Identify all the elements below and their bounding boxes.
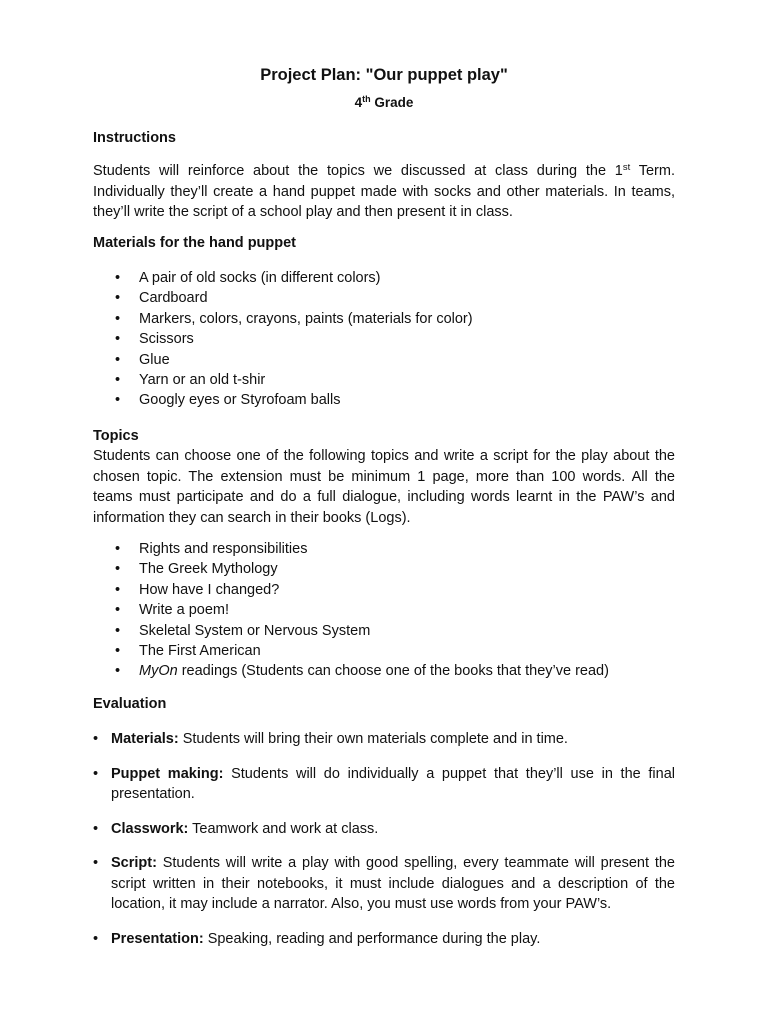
list-item-text: How have I changed? xyxy=(139,581,280,598)
topics-heading: Topics xyxy=(93,428,139,444)
list-item-text: readings (Students can choose one of the books that they’ve read) xyxy=(177,663,609,680)
list-item-text: Markers, colors, crayons, paints (materials for color) xyxy=(139,310,473,327)
document-title: Project Plan: "Our puppet play" xyxy=(260,66,508,84)
evaluation-text: Students will do individually a puppet that they’ll use in the final presentation. xyxy=(111,765,675,802)
bullet-icon: • xyxy=(115,622,121,639)
bullet-icon: • xyxy=(93,731,99,747)
bullet-icon: • xyxy=(115,372,121,389)
bullet-icon: • xyxy=(115,270,121,286)
list-item-text: Scissors xyxy=(139,331,194,348)
list-item xyxy=(93,853,675,915)
evaluation-text: Students will bring their own materials complete and in time. xyxy=(178,731,568,747)
list-item xyxy=(93,621,675,641)
list-item xyxy=(93,288,675,308)
bullet-icon: • xyxy=(115,310,121,327)
list-item xyxy=(93,729,675,750)
topics-list xyxy=(93,539,675,682)
list-item xyxy=(93,819,675,840)
list-item xyxy=(93,329,675,349)
list-item xyxy=(93,764,675,805)
bullet-icon: • xyxy=(115,392,121,409)
materials-list-container xyxy=(93,268,675,411)
list-item xyxy=(93,309,675,329)
list-item-text: Cardboard xyxy=(139,290,208,307)
topics-list-container xyxy=(93,539,675,682)
bullet-icon: • xyxy=(93,855,99,871)
instructions-text-2: Term. Individually they’ll create a hand puppet made with socks and other materials. In teams, they’ll write the script of a school play and then present it in class. xyxy=(93,163,675,220)
list-item-text: Write a poem! xyxy=(139,602,229,619)
grade-label: Grade xyxy=(374,95,414,110)
list-item xyxy=(93,559,675,579)
instructions-heading: Instructions xyxy=(93,130,176,146)
bullet-icon: • xyxy=(115,643,121,660)
list-item-text: Glue xyxy=(139,351,170,368)
list-item xyxy=(93,641,675,661)
list-item xyxy=(93,661,675,681)
list-item-text: A pair of old socks (in different colors) xyxy=(139,270,381,286)
list-item xyxy=(93,390,675,410)
list-item-text: Googly eyes or Styrofoam balls xyxy=(139,392,341,409)
instructions-sup: st xyxy=(622,162,631,173)
evaluation-list xyxy=(93,729,675,949)
bullet-icon: • xyxy=(93,820,99,837)
list-item xyxy=(93,350,675,370)
evaluation-heading: Evaluation xyxy=(93,696,167,712)
grade-line xyxy=(0,94,768,110)
evaluation-text: Teamwork and work at class. xyxy=(188,820,379,837)
instructions-paragraph xyxy=(93,161,675,223)
bullet-icon: • xyxy=(115,581,121,598)
evaluation-text: Students will write a play with good spelling, every teammate will present the script written in their notebooks, it must include dialogues and a description of the location, it may include a narrator. Also, you must use words from your PAW’s. xyxy=(111,855,675,912)
bullet-icon: • xyxy=(115,663,121,680)
list-item xyxy=(93,539,675,559)
myon-label: MyOn xyxy=(139,663,178,680)
evaluation-label: Materials: xyxy=(111,731,179,747)
evaluation-label: Script: xyxy=(111,855,157,871)
bullet-icon: • xyxy=(115,561,121,578)
evaluation-list-container xyxy=(93,729,675,949)
list-item xyxy=(93,580,675,600)
list-item xyxy=(93,600,675,620)
bullet-icon: • xyxy=(115,541,121,557)
grade-number: 4 xyxy=(354,95,363,110)
evaluation-label: Classwork: xyxy=(111,820,189,837)
evaluation-text: Speaking, reading and performance during the play. xyxy=(203,930,541,947)
bullet-icon: • xyxy=(93,765,99,782)
list-item xyxy=(93,268,675,288)
instructions-text-1: Students will reinforce about the topics we discussed at class during the 1 xyxy=(93,163,623,179)
list-item xyxy=(93,929,675,950)
grade-suffix: th xyxy=(362,94,371,104)
bullet-icon: • xyxy=(115,602,121,619)
bullet-icon: • xyxy=(93,930,99,947)
materials-list xyxy=(93,268,675,411)
topics-paragraph: Students can choose one of the following topics and write a script for the play about the chosen topic. The extension must be minimum 1 page, more than 100 words. All the teams must participate and do a full dialogue, including words learnt in the PAW’s and information they can search in their books (Logs). xyxy=(93,448,675,526)
bullet-icon: • xyxy=(115,331,121,348)
list-item xyxy=(93,370,675,390)
evaluation-label: Puppet making: xyxy=(111,765,224,782)
bullet-icon: • xyxy=(115,290,121,307)
bullet-icon: • xyxy=(115,351,121,368)
list-item-text: The First American xyxy=(139,643,261,660)
list-item-text: Rights and responsibilities xyxy=(139,541,308,557)
materials-heading: Materials for the hand puppet xyxy=(93,235,297,251)
list-item-text: Yarn or an old t-shir xyxy=(139,372,266,389)
evaluation-label: Presentation: xyxy=(111,930,204,947)
list-item-text: The Greek Mythology xyxy=(139,561,278,578)
list-item-text: Skeletal System or Nervous System xyxy=(139,622,371,639)
